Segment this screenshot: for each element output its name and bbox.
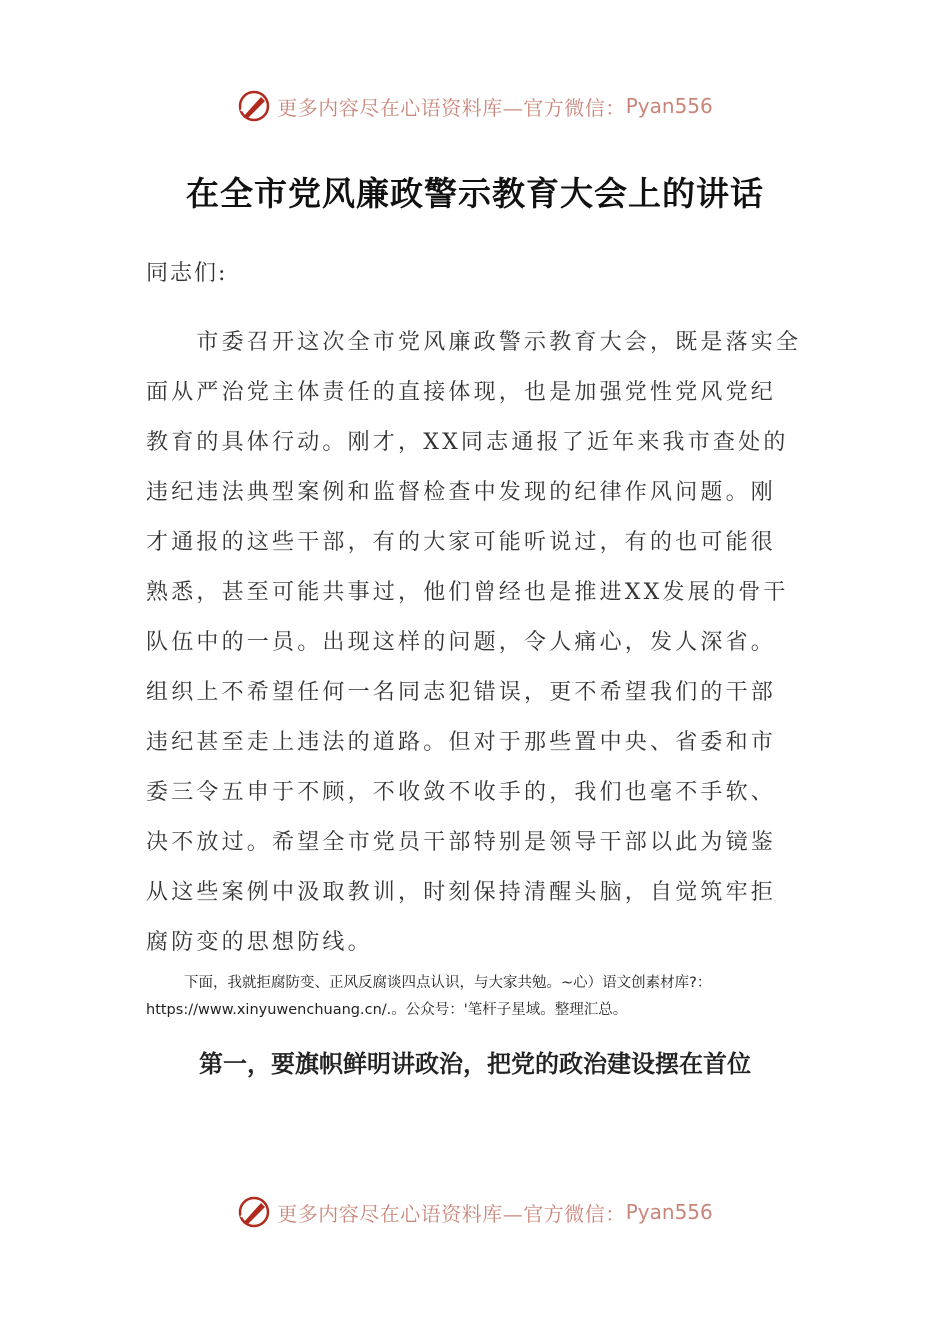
salutation: 同志们: bbox=[146, 261, 228, 286]
paragraph-line: 腐防变的思想防线。 bbox=[146, 930, 373, 955]
watermark-header bbox=[0, 86, 950, 126]
intro-note-url-line: https://www.xinyuwenchuang.cn/.。公众号：'笔杆子星域。整理汇总。 bbox=[146, 1002, 628, 1018]
pen-circle-logo bbox=[237, 1195, 271, 1229]
watermark-wechat-id: Pyan556 bbox=[625, 94, 713, 118]
paragraph-line: 委三令五申于不顾，不收敛不收手的，我们也毫不手软、 bbox=[146, 780, 777, 805]
paragraph-line: 市委召开这次全市党风廉政警示教育大会，既是落实全 bbox=[146, 330, 802, 355]
paragraph-line: 从这些案例中汲取教训，时刻保持清醒头脑，自觉筑牢拒 bbox=[146, 880, 777, 905]
paragraph-line: 面从严治党主体责任的直接体现，也是加强党性党风党纪 bbox=[146, 380, 777, 405]
paragraph-line: 才通报的这些干部，有的大家可能听说过，有的也可能很 bbox=[146, 530, 777, 555]
paragraph-line: 队伍中的一员。出现这样的问题，令人痛心，发人深省。 bbox=[146, 630, 777, 655]
body-paragraph bbox=[146, 318, 808, 968]
intro-note-line: 下面，我就拒腐防变、正风反腐谈四点认识，与大家共勉。~心）语文创素材库?： bbox=[184, 975, 712, 991]
paragraph-line: 违纪甚至走上违法的道路。但对于那些置中央、省委和市 bbox=[146, 730, 777, 755]
paragraph-line: 决不放过。希望全市党员干部特别是领导干部以此为镜鉴 bbox=[146, 830, 777, 855]
document-title: 在全市党风廉政警示教育大会上的讲话 bbox=[186, 174, 764, 213]
paragraph-line: 组织上不希望任何一名同志犯错误，更不希望我们的干部 bbox=[146, 680, 777, 705]
watermark-text: 更多内容尽在心语资料库—官方微信： bbox=[277, 1201, 626, 1226]
watermark-wechat-id: Pyan556 bbox=[625, 1200, 713, 1224]
paragraph-line: 熟悉，甚至可能共事过，他们曾经也是推进XX发展的骨干 bbox=[146, 580, 789, 605]
pen-circle-logo bbox=[237, 89, 271, 123]
paragraph-line: 教育的具体行动。刚才，XX同志通报了近年来我市查处的 bbox=[146, 430, 789, 455]
intro-note bbox=[146, 970, 808, 1024]
paragraph-line: 违纪违法典型案例和监督检查中发现的纪律作风问题。刚 bbox=[146, 480, 777, 505]
watermark-footer bbox=[0, 1192, 950, 1232]
section-heading: 第一，要旗帜鲜明讲政治，把党的政治建设摆在首位 bbox=[199, 1050, 751, 1078]
watermark-text: 更多内容尽在心语资料库—官方微信： bbox=[277, 95, 626, 120]
